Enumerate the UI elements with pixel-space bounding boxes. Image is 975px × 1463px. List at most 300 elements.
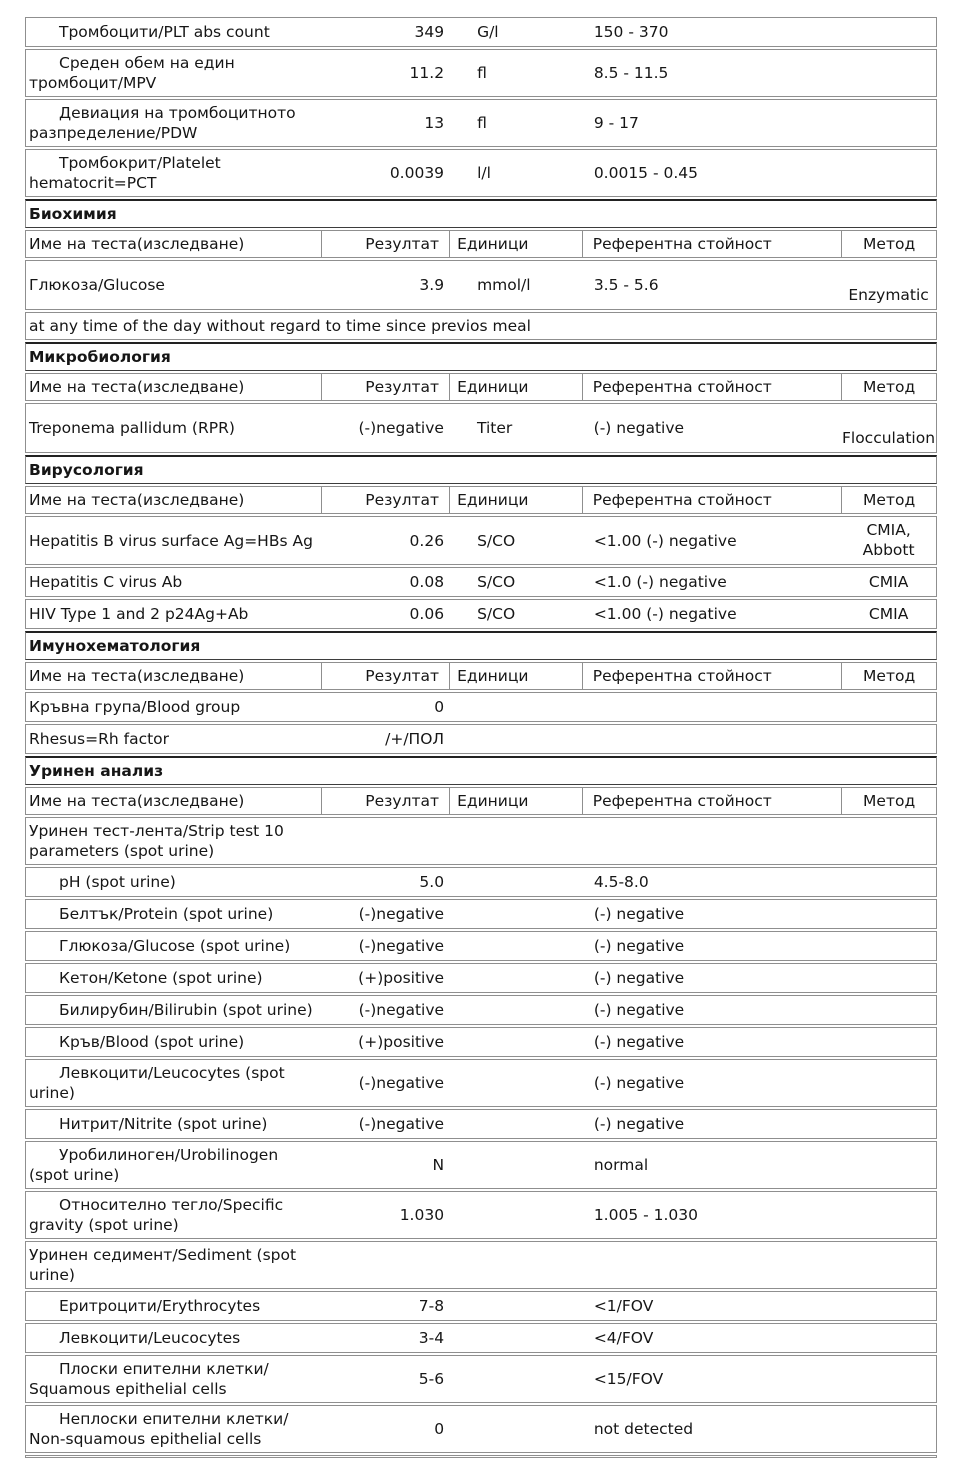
reference-cell bbox=[582, 933, 841, 959]
method-cell bbox=[841, 996, 936, 1024]
units-cell bbox=[449, 975, 582, 981]
column-header-result-text: Резултат bbox=[365, 792, 440, 810]
reference-cell-text: <15/FOV bbox=[593, 1370, 664, 1388]
test-name-cell-text: Тромбокрит/Platelet hematocrit=PCT bbox=[29, 154, 221, 192]
method-cell bbox=[841, 693, 936, 721]
test-row bbox=[25, 1191, 937, 1239]
column-header-method bbox=[841, 231, 936, 257]
units-cell bbox=[449, 528, 582, 554]
test-row bbox=[25, 931, 937, 961]
result-cell-text: 5.0 bbox=[419, 873, 445, 891]
result-cell-text: 0.0039 bbox=[389, 164, 445, 182]
test-name-cell-text: Кръв/Blood (spot urine) bbox=[59, 1033, 245, 1051]
test-name-cell-text: Билирубин/Bilirubin (spot urine) bbox=[59, 1001, 313, 1019]
units-cell bbox=[449, 601, 582, 627]
reference-cell-text: <1.00 (-) negative bbox=[593, 605, 737, 623]
test-name-cell-text: Hepatitis C virus Ab bbox=[29, 573, 183, 591]
method-cell-text: CMIA, Abbott bbox=[862, 521, 915, 559]
method-cell bbox=[841, 50, 936, 96]
test-name-cell-text: Глюкоза/Glucose (spot urine) bbox=[59, 937, 291, 955]
result-cell bbox=[321, 1262, 449, 1268]
reference-cell-text: 0.0015 - 0.45 bbox=[593, 164, 699, 182]
units-cell-text: S/CO bbox=[477, 531, 516, 550]
units-cell bbox=[449, 736, 582, 742]
section-title bbox=[26, 201, 936, 227]
column-header-test-name-text: Име на теста(изследване) bbox=[29, 378, 245, 396]
units-cell bbox=[449, 1007, 582, 1013]
column-header-row bbox=[25, 373, 937, 401]
section-title bbox=[26, 758, 936, 784]
reference-cell bbox=[582, 736, 841, 742]
units-cell-text: S/CO bbox=[477, 605, 516, 623]
test-row bbox=[25, 599, 937, 629]
test-row bbox=[25, 99, 937, 147]
units-cell bbox=[449, 1335, 582, 1341]
units-cell-text: G/l bbox=[477, 23, 499, 41]
result-cell bbox=[321, 60, 449, 86]
column-header-result bbox=[321, 487, 449, 513]
result-cell bbox=[321, 1416, 449, 1442]
section-title-text: Вирусология bbox=[29, 461, 144, 479]
reference-cell-text: 9 - 17 bbox=[593, 114, 639, 132]
section-title-text: Уринен анализ bbox=[29, 762, 164, 780]
reference-cell bbox=[582, 415, 841, 441]
test-name-cell-text: Глюкоза/Glucose bbox=[29, 276, 165, 294]
result-cell-text: 5-6 bbox=[418, 1370, 445, 1388]
test-name-cell-text: Среден обем на един тромбоцит/MPV bbox=[29, 54, 235, 92]
column-header-reference bbox=[582, 487, 841, 513]
column-header-test-name bbox=[26, 663, 321, 689]
method-cell bbox=[841, 600, 936, 628]
result-cell bbox=[321, 415, 449, 441]
units-cell bbox=[449, 19, 582, 45]
method-cell bbox=[841, 261, 936, 309]
test-name-cell bbox=[26, 1192, 321, 1238]
result-cell bbox=[321, 1366, 449, 1392]
column-header-test-name-text: Име на теста(изследване) bbox=[29, 235, 245, 253]
reference-cell bbox=[582, 60, 841, 86]
test-row bbox=[25, 1405, 937, 1453]
test-name-cell bbox=[26, 415, 321, 441]
units-cell bbox=[449, 1262, 582, 1268]
units-cell bbox=[449, 160, 582, 186]
test-name-cell-text: pH (spot urine) bbox=[59, 873, 176, 891]
reference-cell bbox=[582, 997, 841, 1023]
column-header-result-text: Резултат bbox=[365, 491, 440, 509]
method-cell bbox=[841, 932, 936, 960]
column-header-units-text: Единици bbox=[457, 378, 529, 396]
next-row-cutoff bbox=[25, 1455, 937, 1458]
method-cell-text: CMIA bbox=[868, 573, 909, 591]
method-cell bbox=[841, 568, 936, 596]
test-name-cell-text: Уробилиноген/Urobilinogen (spot urine) bbox=[29, 1146, 279, 1184]
test-row bbox=[25, 899, 937, 929]
test-row bbox=[25, 1241, 937, 1289]
column-header-result bbox=[321, 663, 449, 689]
reference-cell bbox=[582, 19, 841, 45]
reference-cell-text: 8.5 - 11.5 bbox=[593, 64, 669, 82]
method-cell bbox=[841, 900, 936, 928]
test-row bbox=[25, 692, 937, 722]
units-cell bbox=[449, 911, 582, 917]
test-row bbox=[25, 1059, 937, 1107]
test-name-cell-text: Относително тегло/Specific gravity (spot urine) bbox=[29, 1196, 284, 1234]
result-cell-text: N bbox=[432, 1156, 445, 1174]
test-row bbox=[25, 1027, 937, 1057]
test-name-cell bbox=[26, 901, 321, 927]
note-text bbox=[26, 313, 936, 339]
column-header-units-text: Единици bbox=[457, 235, 529, 253]
units-cell bbox=[449, 1212, 582, 1218]
section-header-row bbox=[25, 199, 937, 228]
section-header-row bbox=[25, 756, 937, 785]
column-header-test-name-text: Име на теста(изследване) bbox=[29, 491, 245, 509]
test-name-cell bbox=[26, 19, 321, 45]
reference-cell bbox=[582, 1152, 841, 1178]
column-header-test-name-text: Име на теста(изследване) bbox=[29, 792, 245, 810]
lab-results-table bbox=[25, 17, 937, 1453]
column-header-test-name-text: Име на теста(изследване) bbox=[29, 667, 245, 685]
test-name-cell bbox=[26, 1242, 321, 1288]
units-cell bbox=[449, 1080, 582, 1086]
units-cell-text: fl bbox=[477, 114, 487, 132]
test-name-cell bbox=[26, 933, 321, 959]
column-header-result-text: Резултат bbox=[365, 667, 440, 685]
method-cell bbox=[841, 818, 936, 864]
column-header-reference bbox=[582, 374, 841, 400]
test-name-cell bbox=[26, 100, 321, 146]
method-cell bbox=[841, 1028, 936, 1056]
test-name-cell bbox=[26, 50, 321, 96]
section-header-row bbox=[25, 455, 937, 484]
column-header-method-text: Метод bbox=[863, 491, 916, 509]
column-header-units bbox=[449, 788, 582, 814]
reference-cell bbox=[582, 1262, 841, 1268]
result-cell-text: 0 bbox=[434, 1420, 445, 1438]
units-cell bbox=[449, 272, 582, 298]
result-cell bbox=[321, 272, 449, 298]
units-cell bbox=[449, 838, 582, 844]
result-cell-text: 3-4 bbox=[418, 1329, 445, 1347]
test-row bbox=[25, 567, 937, 597]
reference-cell-text: 150 - 370 bbox=[593, 23, 669, 41]
test-name-cell bbox=[26, 1356, 321, 1402]
units-cell bbox=[449, 704, 582, 710]
column-header-units-text: Единици bbox=[457, 792, 529, 810]
section-title bbox=[26, 457, 936, 483]
test-row bbox=[25, 1141, 937, 1189]
test-name-cell bbox=[26, 726, 321, 752]
column-header-method bbox=[841, 788, 936, 814]
reference-cell bbox=[582, 160, 841, 186]
column-header-units bbox=[449, 231, 582, 257]
column-header-row bbox=[25, 787, 937, 815]
test-name-cell-text: HIV Type 1 and 2 p24Ag+Ab bbox=[29, 605, 249, 623]
result-cell-text: 7-8 bbox=[418, 1297, 445, 1315]
column-header-units bbox=[449, 374, 582, 400]
units-cell-text: mmol/l bbox=[477, 276, 531, 294]
result-cell-text: (-)negative bbox=[358, 1001, 445, 1019]
reference-cell-text: (-) negative bbox=[593, 905, 685, 923]
result-cell-text: (-)negative bbox=[358, 1074, 445, 1092]
test-name-cell-text: Неплоски епителни клетки/ Non-squamous epithelial cells bbox=[29, 1410, 289, 1448]
reference-cell bbox=[582, 569, 841, 595]
reference-cell-text: <1.0 (-) negative bbox=[593, 573, 727, 591]
result-cell bbox=[321, 110, 449, 136]
column-header-result bbox=[321, 788, 449, 814]
reference-cell-text: (-) negative bbox=[593, 969, 685, 987]
units-cell bbox=[449, 110, 582, 136]
result-cell bbox=[321, 965, 449, 991]
result-cell-text: 0.08 bbox=[409, 573, 445, 591]
result-cell bbox=[321, 1029, 449, 1055]
test-name-cell bbox=[26, 869, 321, 895]
test-row bbox=[25, 149, 937, 197]
method-cell-text: CMIA bbox=[868, 605, 909, 623]
test-name-cell-text: Кръвна група/Blood group bbox=[29, 698, 241, 716]
method-cell bbox=[841, 1292, 936, 1320]
units-cell bbox=[449, 1376, 582, 1382]
column-header-method-text: Метод bbox=[863, 667, 916, 685]
reference-cell-text: 4.5-8.0 bbox=[593, 873, 649, 891]
note-text-text: at any time of the day without regard to time since previos meal bbox=[29, 317, 531, 335]
column-header-test-name bbox=[26, 788, 321, 814]
method-cell-text: Enzymatic bbox=[848, 286, 929, 304]
test-name-cell bbox=[26, 272, 321, 298]
test-row bbox=[25, 867, 937, 897]
section-header-row bbox=[25, 342, 937, 371]
reference-cell bbox=[582, 528, 841, 554]
test-name-cell bbox=[26, 1060, 321, 1106]
column-header-row bbox=[25, 486, 937, 514]
reference-cell bbox=[582, 965, 841, 991]
units-cell bbox=[449, 943, 582, 949]
section-title-text: Биохимия bbox=[29, 205, 117, 223]
reference-cell-text: 3.5 - 5.6 bbox=[593, 276, 659, 294]
column-header-reference bbox=[582, 231, 841, 257]
test-row bbox=[25, 817, 937, 865]
section-title bbox=[26, 344, 936, 370]
result-cell-text: (-)negative bbox=[358, 937, 445, 955]
method-cell bbox=[841, 100, 936, 146]
reference-cell bbox=[582, 1416, 841, 1442]
column-header-result bbox=[321, 374, 449, 400]
reference-cell bbox=[582, 1111, 841, 1137]
units-cell bbox=[449, 1426, 582, 1432]
test-name-cell-text: Hepatitis B virus surface Ag=HBs Ag bbox=[29, 531, 313, 550]
method-cell bbox=[841, 404, 936, 452]
result-cell-text: 0 bbox=[434, 698, 445, 716]
result-cell bbox=[321, 1152, 449, 1178]
method-cell bbox=[841, 964, 936, 992]
units-cell-text: Titer bbox=[476, 419, 513, 437]
column-header-reference-text: Референтна стойност bbox=[592, 378, 772, 396]
result-cell bbox=[321, 901, 449, 927]
result-cell bbox=[321, 1293, 449, 1319]
method-cell bbox=[841, 725, 936, 753]
column-header-method bbox=[841, 663, 936, 689]
test-row bbox=[25, 17, 937, 47]
section-title-text: Микробиология bbox=[29, 348, 171, 366]
column-header-result-text: Резултат bbox=[365, 378, 440, 396]
column-header-units-text: Единици bbox=[457, 491, 529, 509]
test-name-cell bbox=[26, 528, 321, 554]
column-header-units-text: Единици bbox=[457, 667, 529, 685]
test-row bbox=[25, 1109, 937, 1139]
reference-cell-text: (-) negative bbox=[593, 1001, 685, 1019]
test-name-cell-text: Нитрит/Nitrite (spot urine) bbox=[59, 1115, 268, 1133]
column-header-method bbox=[841, 374, 936, 400]
test-name-cell-text: Девиация на тромбоцитното разпределение/PDW bbox=[29, 104, 296, 142]
reference-cell bbox=[582, 901, 841, 927]
column-header-method-text: Метод bbox=[863, 378, 916, 396]
units-cell bbox=[449, 1039, 582, 1045]
test-name-cell-text: Тромбоцити/PLT abs count bbox=[59, 23, 270, 41]
column-header-units bbox=[449, 487, 582, 513]
result-cell-text: 3.9 bbox=[419, 276, 445, 294]
result-cell-text: 349 bbox=[414, 23, 445, 41]
column-header-reference-text: Референтна стойност bbox=[592, 235, 772, 253]
result-cell-text: (-)negative bbox=[358, 1115, 445, 1133]
column-header-method-text: Метод bbox=[863, 792, 916, 810]
column-header-units bbox=[449, 663, 582, 689]
test-name-cell bbox=[26, 601, 321, 627]
result-cell bbox=[321, 1325, 449, 1351]
units-cell bbox=[449, 1121, 582, 1127]
test-row bbox=[25, 724, 937, 754]
test-name-cell-text: Левкоцити/Leucocytes bbox=[59, 1329, 241, 1347]
column-header-reference bbox=[582, 788, 841, 814]
units-cell bbox=[449, 569, 582, 595]
test-name-cell bbox=[26, 1293, 321, 1319]
method-cell bbox=[841, 1110, 936, 1138]
method-cell bbox=[841, 1406, 936, 1452]
method-cell-text: Flocculation bbox=[841, 429, 936, 447]
result-cell-text: 0.26 bbox=[409, 531, 445, 550]
result-cell bbox=[321, 726, 449, 752]
result-cell bbox=[321, 694, 449, 720]
column-header-test-name bbox=[26, 231, 321, 257]
column-header-result-text: Резултат bbox=[365, 235, 440, 253]
test-row bbox=[25, 516, 937, 565]
column-header-reference-text: Референтна стойност bbox=[592, 792, 772, 810]
test-row bbox=[25, 995, 937, 1025]
result-cell bbox=[321, 838, 449, 844]
column-header-method-text: Метод bbox=[863, 235, 916, 253]
column-header-row bbox=[25, 662, 937, 690]
reference-cell bbox=[582, 1293, 841, 1319]
test-name-cell-text: Еритроцити/Erythrocytes bbox=[59, 1297, 261, 1315]
section-title-text: Имунохематология bbox=[29, 637, 201, 655]
result-cell bbox=[321, 19, 449, 45]
units-cell-text: l/l bbox=[477, 164, 491, 182]
test-name-cell bbox=[26, 1325, 321, 1351]
test-name-cell-text: Белтък/Protein (spot urine) bbox=[59, 905, 274, 923]
test-name-cell bbox=[26, 569, 321, 595]
reference-cell bbox=[582, 1202, 841, 1228]
result-cell-text: (+)positive bbox=[358, 969, 445, 987]
test-name-cell bbox=[26, 1111, 321, 1137]
result-cell bbox=[321, 528, 449, 554]
result-cell bbox=[321, 1111, 449, 1137]
column-header-reference-text: Референтна стойност bbox=[592, 491, 772, 509]
test-row bbox=[25, 963, 937, 993]
result-cell-text: (-)negative bbox=[358, 419, 444, 437]
units-cell-text: S/CO bbox=[477, 573, 516, 591]
test-name-cell-text: Treponema pallidum (RPR) bbox=[29, 419, 235, 437]
reference-cell bbox=[582, 1366, 841, 1392]
result-cell-text: 1.030 bbox=[399, 1206, 445, 1224]
reference-cell bbox=[582, 1070, 841, 1096]
result-cell-text: /+/ПОЛ bbox=[385, 730, 445, 748]
test-name-cell-text: Кетон/Ketone (spot urine) bbox=[59, 969, 263, 987]
units-cell bbox=[449, 879, 582, 885]
reference-cell bbox=[582, 272, 841, 298]
test-name-cell-text: Rhesus=Rh factor bbox=[29, 730, 170, 748]
method-cell bbox=[841, 868, 936, 896]
result-cell-text: 0.06 bbox=[409, 605, 445, 623]
result-cell-text: 13 bbox=[424, 114, 445, 132]
test-name-cell bbox=[26, 965, 321, 991]
method-cell bbox=[841, 1324, 936, 1352]
result-cell-text: (-)negative bbox=[358, 905, 445, 923]
test-row bbox=[25, 403, 937, 453]
units-cell bbox=[449, 60, 582, 86]
test-name-cell-text: Левкоцити/Leucocytes (spot urine) bbox=[29, 1064, 285, 1102]
reference-cell-text: (-) negative bbox=[593, 419, 685, 437]
units-cell bbox=[449, 1303, 582, 1309]
column-header-method bbox=[841, 487, 936, 513]
result-cell bbox=[321, 1202, 449, 1228]
method-cell bbox=[841, 1192, 936, 1238]
test-name-cell bbox=[26, 150, 321, 196]
reference-cell-text: (-) negative bbox=[593, 1115, 685, 1133]
test-name-cell bbox=[26, 997, 321, 1023]
reference-cell-text: normal bbox=[593, 1156, 649, 1174]
units-cell bbox=[449, 415, 582, 441]
result-cell bbox=[321, 1070, 449, 1096]
method-cell bbox=[841, 18, 936, 46]
column-header-test-name bbox=[26, 374, 321, 400]
reference-cell-text: <4/FOV bbox=[593, 1329, 654, 1347]
reference-cell-text: not detected bbox=[593, 1420, 694, 1438]
note-row bbox=[25, 312, 937, 340]
column-header-reference bbox=[582, 663, 841, 689]
units-cell bbox=[449, 1162, 582, 1168]
reference-cell-text: (-) negative bbox=[593, 1033, 685, 1051]
method-cell bbox=[841, 1356, 936, 1402]
column-header-reference-text: Референтна стойност bbox=[592, 667, 772, 685]
column-header-row bbox=[25, 230, 937, 258]
reference-cell bbox=[582, 838, 841, 844]
method-cell bbox=[841, 517, 936, 564]
section-title bbox=[26, 633, 936, 659]
test-name-cell bbox=[26, 1029, 321, 1055]
result-cell-text: (+)positive bbox=[358, 1033, 445, 1051]
reference-cell-text: <1/FOV bbox=[593, 1297, 654, 1315]
test-row bbox=[25, 1291, 937, 1321]
column-header-result bbox=[321, 231, 449, 257]
reference-cell-text: (-) negative bbox=[593, 1074, 685, 1092]
reference-cell-text: 1.005 - 1.030 bbox=[593, 1206, 699, 1224]
test-row bbox=[25, 260, 937, 310]
test-name-cell bbox=[26, 1142, 321, 1188]
reference-cell bbox=[582, 1325, 841, 1351]
method-cell bbox=[841, 150, 936, 196]
result-cell bbox=[321, 869, 449, 895]
result-cell bbox=[321, 601, 449, 627]
units-cell-text: fl bbox=[477, 64, 487, 82]
